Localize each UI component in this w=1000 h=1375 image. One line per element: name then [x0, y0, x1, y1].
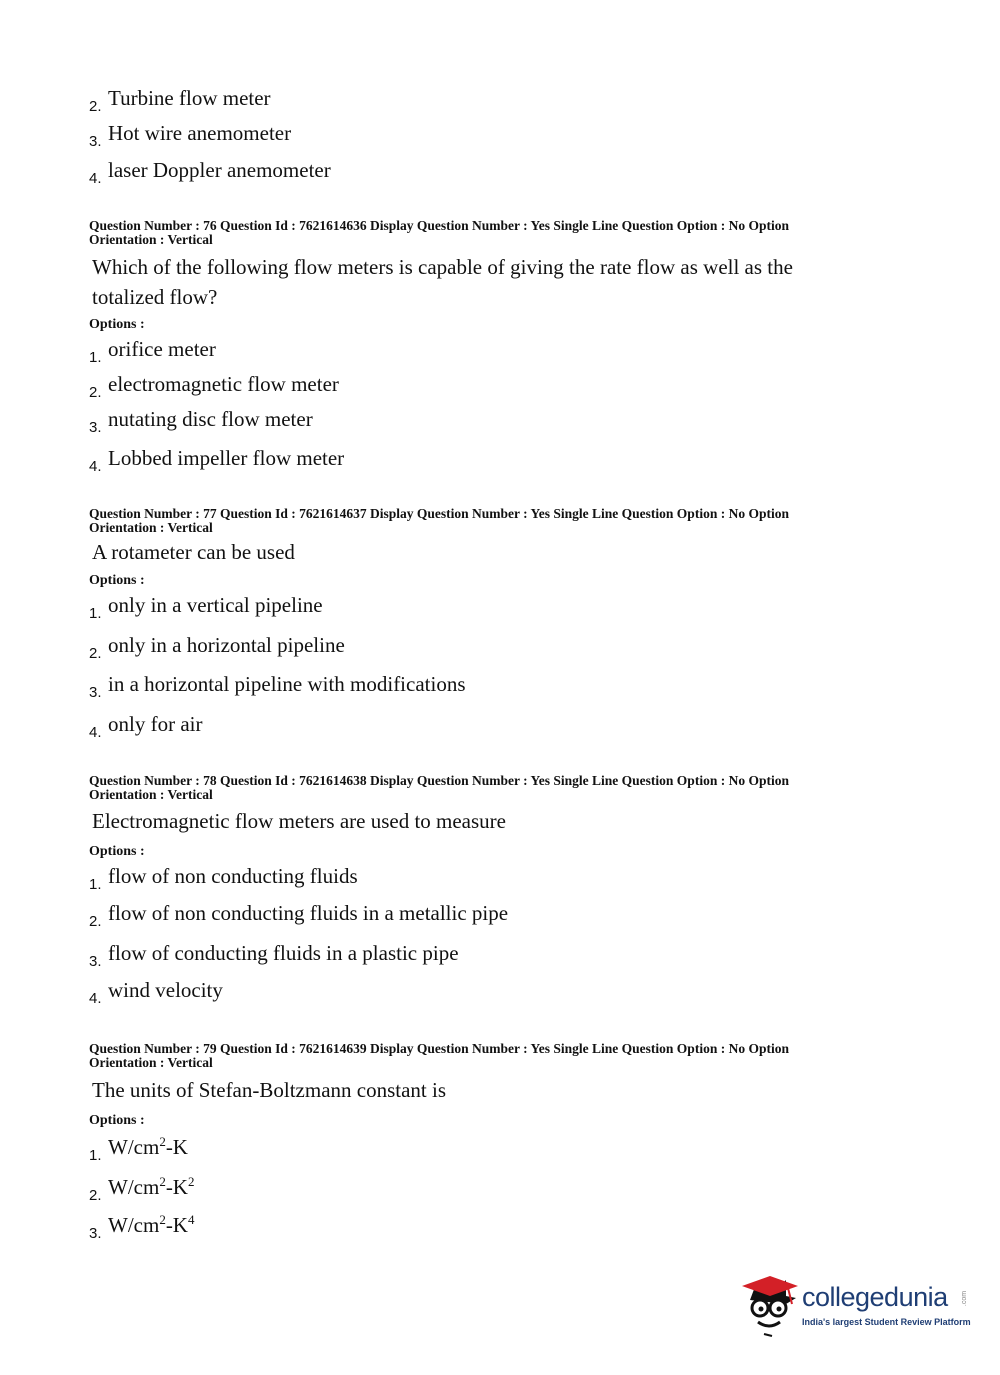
- collegedunia-logo: [742, 1270, 972, 1340]
- option-item: 3. in a horizontal pipeline with modifications: [89, 672, 466, 701]
- options-label: Options :: [89, 1113, 145, 1128]
- option-item: 2. flow of non conducting fluids in a metallic pipe: [89, 901, 509, 930]
- logo-wordmark: collegedunia: [802, 1282, 948, 1312]
- option-item: 3. $W/cm^2-K^4$: [89, 1212, 195, 1242]
- question-text: Which of the following flow meters is capable of giving the rate flow as well as the totalized flow?: [92, 255, 793, 309]
- option-item: 3. Hot wire anemometer: [89, 121, 292, 150]
- option-item: 4. laser Doppler anemometer: [89, 158, 331, 187]
- options-label: Options :: [89, 317, 145, 332]
- option-item: 1. flow of non conducting fluids: [89, 864, 358, 893]
- logo-tagline: India's largest Student Review Platform: [802, 1317, 971, 1327]
- option-item: 2. Turbine flow meter: [89, 86, 271, 115]
- mascot-icon: [742, 1270, 800, 1340]
- question-meta: Question Number : 77 Question Id : 7621614637 Display Question Number : Yes Single Line Question Option : No Option Orientation : Vertical: [89, 506, 789, 535]
- options-label: Options :: [89, 573, 145, 588]
- question-text: Electromagnetic flow meters are used to measure: [92, 809, 506, 833]
- logo-suffix: .com: [961, 1290, 969, 1307]
- question-meta: Question Number : 76 Question Id : 7621614636 Display Question Number : Yes Single Line Question Option : No Option Orientation : Vertical: [89, 218, 789, 247]
- question-meta: Question Number : 78 Question Id : 7621614638 Display Question Number : Yes Single Line Question Option : No Option Orientation : Vertical: [89, 773, 789, 802]
- options-label: Options :: [89, 844, 145, 859]
- option-item: 1. $W/cm^2-K$: [89, 1134, 188, 1164]
- question-meta: Question Number : 79 Question Id : 7621614639 Display Question Number : Yes Single Line Question Option : No Option Orientation : Vertical: [89, 1041, 789, 1070]
- option-item: 3. nutating disc flow meter: [89, 407, 313, 436]
- option-item: 1. only in a vertical pipeline: [89, 593, 323, 622]
- option-item: 1. orifice meter: [89, 337, 216, 366]
- option-item: 3. flow of conducting fluids in a plastic pipe: [89, 941, 459, 970]
- option-item: 4. only for air: [89, 712, 203, 741]
- option-item: 2. only in a horizontal pipeline: [89, 633, 345, 662]
- question-text: A rotameter can be used: [92, 540, 295, 564]
- option-item: 2. $W/cm^2-K^2$: [89, 1174, 195, 1204]
- option-item: 2. electromagnetic flow meter: [89, 372, 339, 401]
- option-item: 4. wind velocity: [89, 978, 223, 1007]
- question-text: The units of Stefan-Boltzmann constant is: [92, 1078, 447, 1102]
- option-item: 4. Lobbed impeller flow meter: [89, 446, 345, 475]
